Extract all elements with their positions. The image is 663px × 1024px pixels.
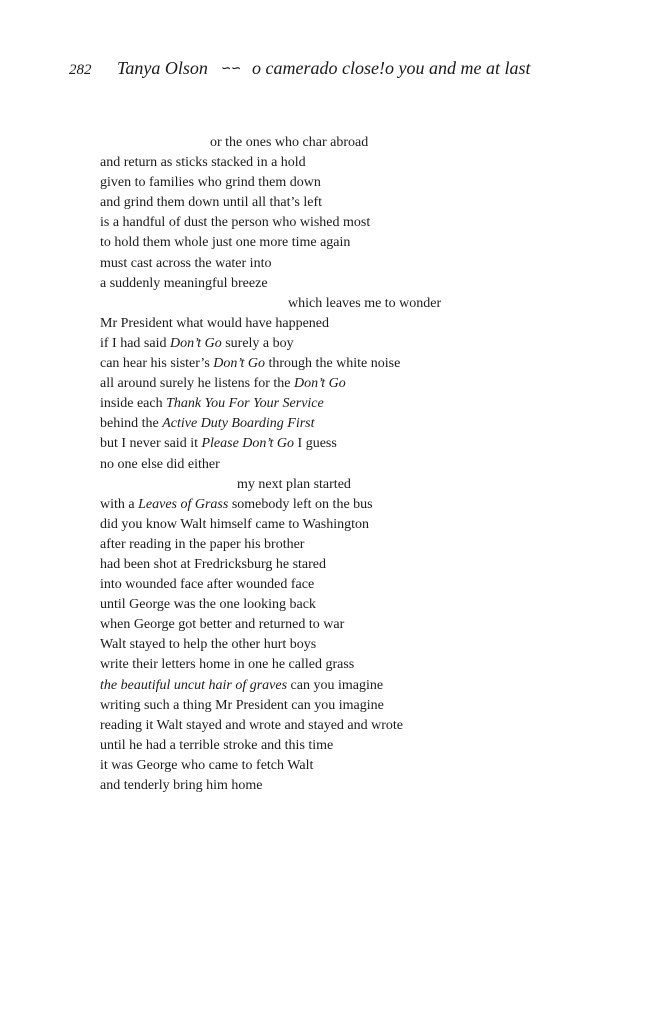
italic-phrase: the beautiful uncut hair of graves (100, 677, 288, 693)
poem-line (100, 374, 600, 394)
italic-phrase: Please Don’t Go (201, 436, 295, 452)
italic-phrase: Don’t Go (169, 335, 222, 351)
poem-line: a suddenly meaningful breeze (100, 275, 268, 291)
poem-line: until he had a terrible stroke and this time (100, 737, 334, 753)
italic-phrase: Don’t Go (213, 356, 265, 372)
running-header (69, 58, 629, 84)
poem-line: and grind them down until all that’s left (100, 195, 323, 211)
poem-line: write their letters home in one he called grass (100, 657, 355, 673)
poem-line (100, 394, 600, 414)
poem-line: writing such a thing Mr President can you imagine (100, 697, 384, 713)
line-text: all around surely he listens for the (100, 376, 295, 392)
poem-line: it was George who came to fetch Walt (100, 757, 314, 773)
poem-line: had been shot at Fredricksburg he stared (100, 556, 327, 572)
line-text: but I never said it (100, 436, 202, 452)
poem-line: given to families who grind them down (100, 175, 321, 191)
poem-line: after reading in the paper his brother (100, 536, 305, 552)
poem-line: and return as sticks stacked in a hold (100, 155, 306, 171)
line-text: inside each (100, 396, 167, 412)
poem-line: no one else did either (100, 456, 220, 472)
poem-line: reading it Walt stayed and wrote and stayed and wrote (100, 717, 404, 733)
poem-line: Mr President what would have happened (100, 315, 329, 331)
poem-line: or the ones who char abroad (210, 135, 369, 150)
poem-line: Walt stayed to help the other hurt boys (100, 637, 317, 653)
author-name: Tanya Olson (117, 58, 208, 78)
poem-line: until George was the one looking back (100, 597, 316, 613)
line-text: surely a boy (221, 335, 294, 351)
italic-phrase: Active Duty Boarding First (162, 416, 315, 432)
poem-line (100, 434, 600, 454)
italic-phrase: Leaves of Grass (138, 496, 229, 512)
poem-line (100, 414, 600, 434)
line-text: can hear his sister’s (100, 356, 214, 372)
line-text: with a (100, 496, 139, 512)
line-text: behind the (100, 416, 163, 432)
poem-line: my next plan started (237, 476, 351, 492)
poem-line: when George got better and returned to war (100, 617, 345, 633)
poem-line (100, 354, 600, 374)
italic-phrase: Don’t Go (294, 376, 346, 392)
page-number: 282 (69, 62, 92, 78)
line-text: if I had said (100, 335, 170, 351)
poem-line: is a handful of dust the person who wished most (100, 215, 371, 231)
poem-line: and tenderly bring him home (100, 778, 263, 793)
poem-line (100, 334, 600, 354)
poem-line (100, 495, 600, 515)
poem-line: must cast across the water into (100, 255, 272, 271)
poem-line: to hold them whole just one more time again (100, 235, 351, 251)
poem-line (100, 676, 600, 696)
line-text: somebody left on the bus (228, 496, 373, 512)
line-text: through the white noise (265, 356, 401, 372)
poem-line: into wounded face after wounded face (100, 577, 315, 593)
running-title: o camerado close!o you and me at last (252, 58, 531, 78)
ornament-icon: ∽∽ (221, 61, 242, 75)
poem-body (100, 133, 600, 796)
line-text: I guess (294, 436, 337, 452)
poem-line: did you know Walt himself came to Washington (100, 516, 370, 532)
line-text: can you imagine (287, 677, 384, 693)
poem-line: which leaves me to wonder (288, 295, 442, 311)
italic-phrase: Thank You For Your Service (166, 396, 324, 412)
